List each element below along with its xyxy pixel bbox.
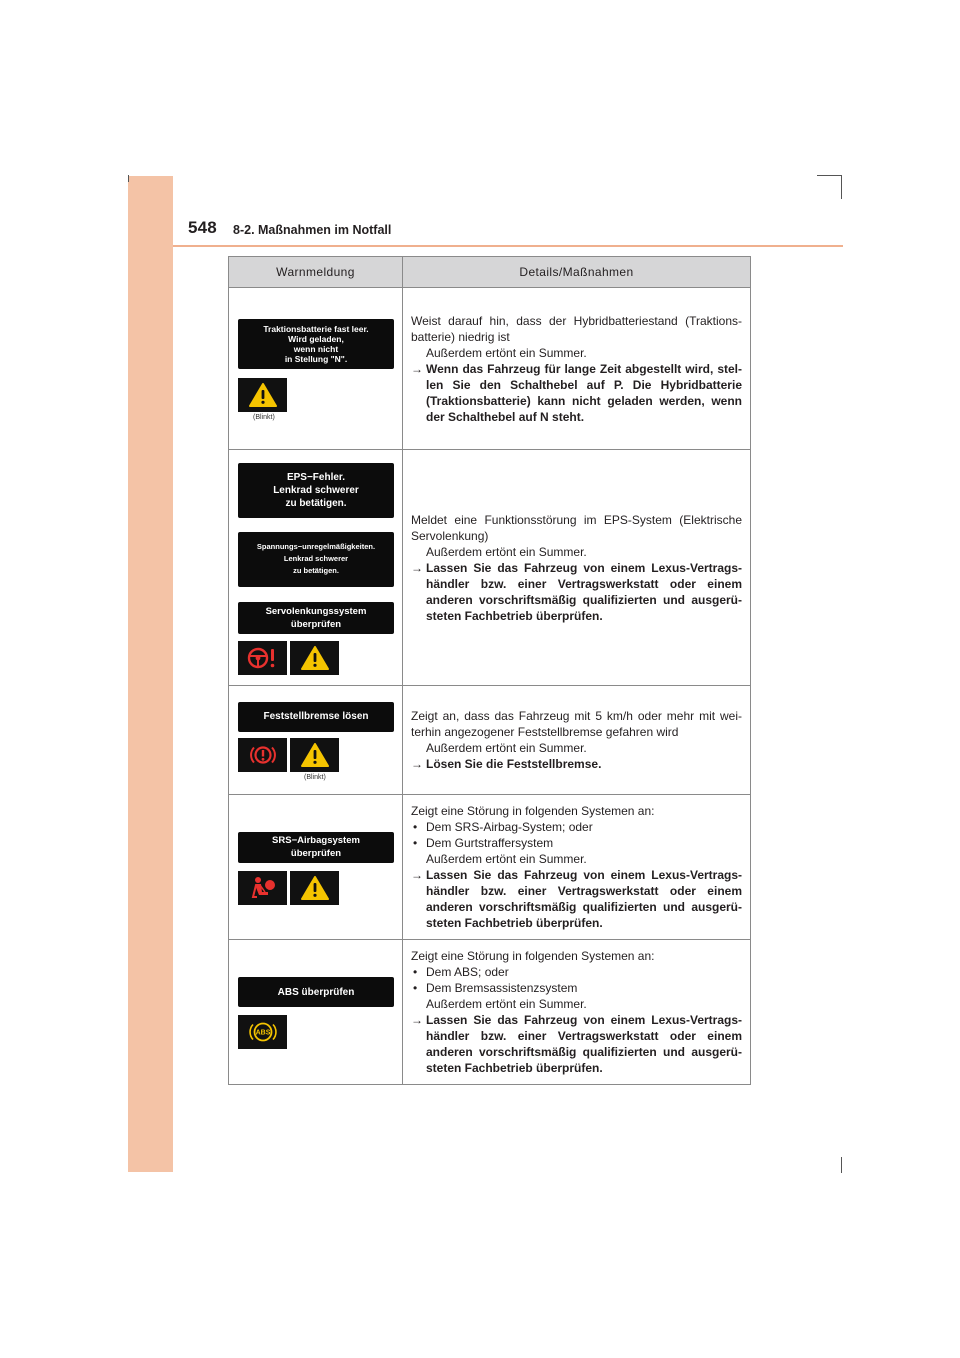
arrow-symbol: → (411, 757, 423, 771)
detail-text: Weist darauf hin, dass der Hybridbatteriestand (Traktions-batterie) niedrig ist (411, 313, 742, 344)
warning-triangle-icon (290, 641, 339, 675)
warning-triangle-icon (290, 738, 339, 772)
details-cell (403, 940, 751, 1085)
table-row (229, 288, 751, 450)
power-steering-warning-icon (238, 641, 287, 675)
section-title: 8-2. Maßnahmen im Notfall (233, 223, 392, 237)
buzzer-note: Außerdem ertönt ein Summer. (426, 997, 587, 1011)
table-header-row (229, 257, 751, 288)
column-header-warning: Warnmeldung (229, 257, 403, 288)
crop-mark (841, 175, 842, 199)
buzzer-note: Außerdem ertönt ein Summer. (426, 345, 587, 360)
detail-text: Zeigt an, dass das Fahrzeug mit 5 km/h oder mehr mit wei-terhin angezogener Feststellbremse gefahren wird (411, 709, 742, 739)
bullet-symbol: • (413, 981, 418, 995)
svg-text:ABS: ABS (255, 1029, 270, 1037)
warning-message-display: Traktionsbatterie fast leer. Wird geladen, wenn nicht in Stellung "N". (238, 319, 394, 369)
action-text: Lösen Sie die Feststellbremse. (426, 757, 602, 771)
warning-cell (229, 795, 403, 940)
crop-mark (128, 175, 129, 182)
table-row (229, 940, 751, 1085)
warning-message-display: Spannungs−unregelmäßigkeiten. Lenkrad schwerer zu betätigen. (238, 532, 394, 587)
warning-message-display: SRS−Airbagsystem überprüfen (238, 832, 394, 863)
action-text: Wenn das Fahrzeug für lange Zeit abgestellt wird, stel-len Sie den Schalthebel auf P. Die Hybridbatterie (Traktionsbatterie) kann nicht geladen werden, wenn der Schalthebel auf N steht. (426, 361, 742, 424)
bullet-symbol: • (413, 965, 418, 979)
warning-cell (229, 686, 403, 795)
arrow-symbol: → (411, 868, 423, 882)
column-header-details: Details/Maßnahmen (403, 257, 751, 288)
detail-text: Meldet eine Funktionsstörung im EPS-System (Elektrische Servolenkung) (411, 512, 742, 543)
warning-message-display: Feststellbremse lösen (238, 702, 394, 732)
warning-triangle-icon (290, 871, 339, 905)
details-cell (403, 450, 751, 686)
bullet-item: Dem ABS; oder (426, 965, 509, 979)
bullet-item: Dem SRS-Airbag-System; oder (426, 820, 593, 834)
warning-triangle-icon (238, 378, 287, 412)
chapter-sidebar (128, 176, 173, 1172)
table-row (229, 686, 751, 795)
srs-airbag-icon (238, 871, 287, 905)
page-number: 548 (188, 218, 217, 237)
warning-message-display: ABS überprüfen (238, 977, 394, 1007)
details-cell (403, 795, 751, 940)
arrow-symbol: → (411, 560, 423, 575)
bullet-item: Dem Bremsassistenzsystem (426, 981, 578, 995)
details-cell (403, 288, 751, 450)
abs-warning-icon (238, 1015, 287, 1049)
detail-text: Zeigt eine Störung in folgenden Systemen an: (411, 949, 655, 963)
arrow-symbol: → (411, 361, 423, 376)
blink-note: (Blinkt) (304, 773, 326, 781)
bullet-symbol: • (413, 836, 418, 850)
warning-cell (229, 450, 403, 686)
header-rule (173, 245, 843, 247)
brake-warning-icon (238, 738, 287, 772)
warning-message-display: EPS−Fehler. Lenkrad schwerer zu betätigen. (238, 463, 394, 518)
crop-mark (841, 1157, 842, 1173)
crop-mark (817, 175, 842, 176)
buzzer-note: Außerdem ertönt ein Summer. (426, 741, 587, 755)
detail-text: Zeigt eine Störung in folgenden Systemen an: (411, 804, 655, 818)
bullet-item: Dem Gurtstraffersystem (426, 836, 554, 850)
warning-table (228, 256, 751, 1085)
warning-message-display: Servolenkungssystem überprüfen (238, 602, 394, 634)
table-row (229, 795, 751, 940)
table-row (229, 450, 751, 686)
blink-note: (Blinkt) (253, 413, 275, 421)
action-text: Lassen Sie das Fahrzeug von einem Lexus-Vertrags-händler bzw. einer Vertragswerkstatt oder einem anderen vorschriftsmäßig qualifizierten und ausgerü-steten Fachbetrieb überprüfen. (426, 868, 742, 930)
warning-cell (229, 288, 403, 450)
action-text: Lassen Sie das Fahrzeug von einem Lexus-Vertrags-händler bzw. einer Vertragswerkstatt oder einem anderen vorschriftsmäßig qualifizierten und ausgerü-steten Fachbetrieb überprüfen. (426, 560, 742, 623)
details-cell (403, 686, 751, 795)
bullet-symbol: • (413, 820, 418, 834)
warning-cell (229, 940, 403, 1085)
action-text: Lassen Sie das Fahrzeug von einem Lexus-Vertrags-händler bzw. einer Vertragswerkstatt oder einem anderen vorschriftsmäßig qualifizierten und ausgerü-steten Fachbetrieb überprüfen. (426, 1013, 742, 1075)
buzzer-note: Außerdem ertönt ein Summer. (426, 852, 587, 866)
arrow-symbol: → (411, 1013, 423, 1027)
buzzer-note: Außerdem ertönt ein Summer. (426, 544, 587, 559)
